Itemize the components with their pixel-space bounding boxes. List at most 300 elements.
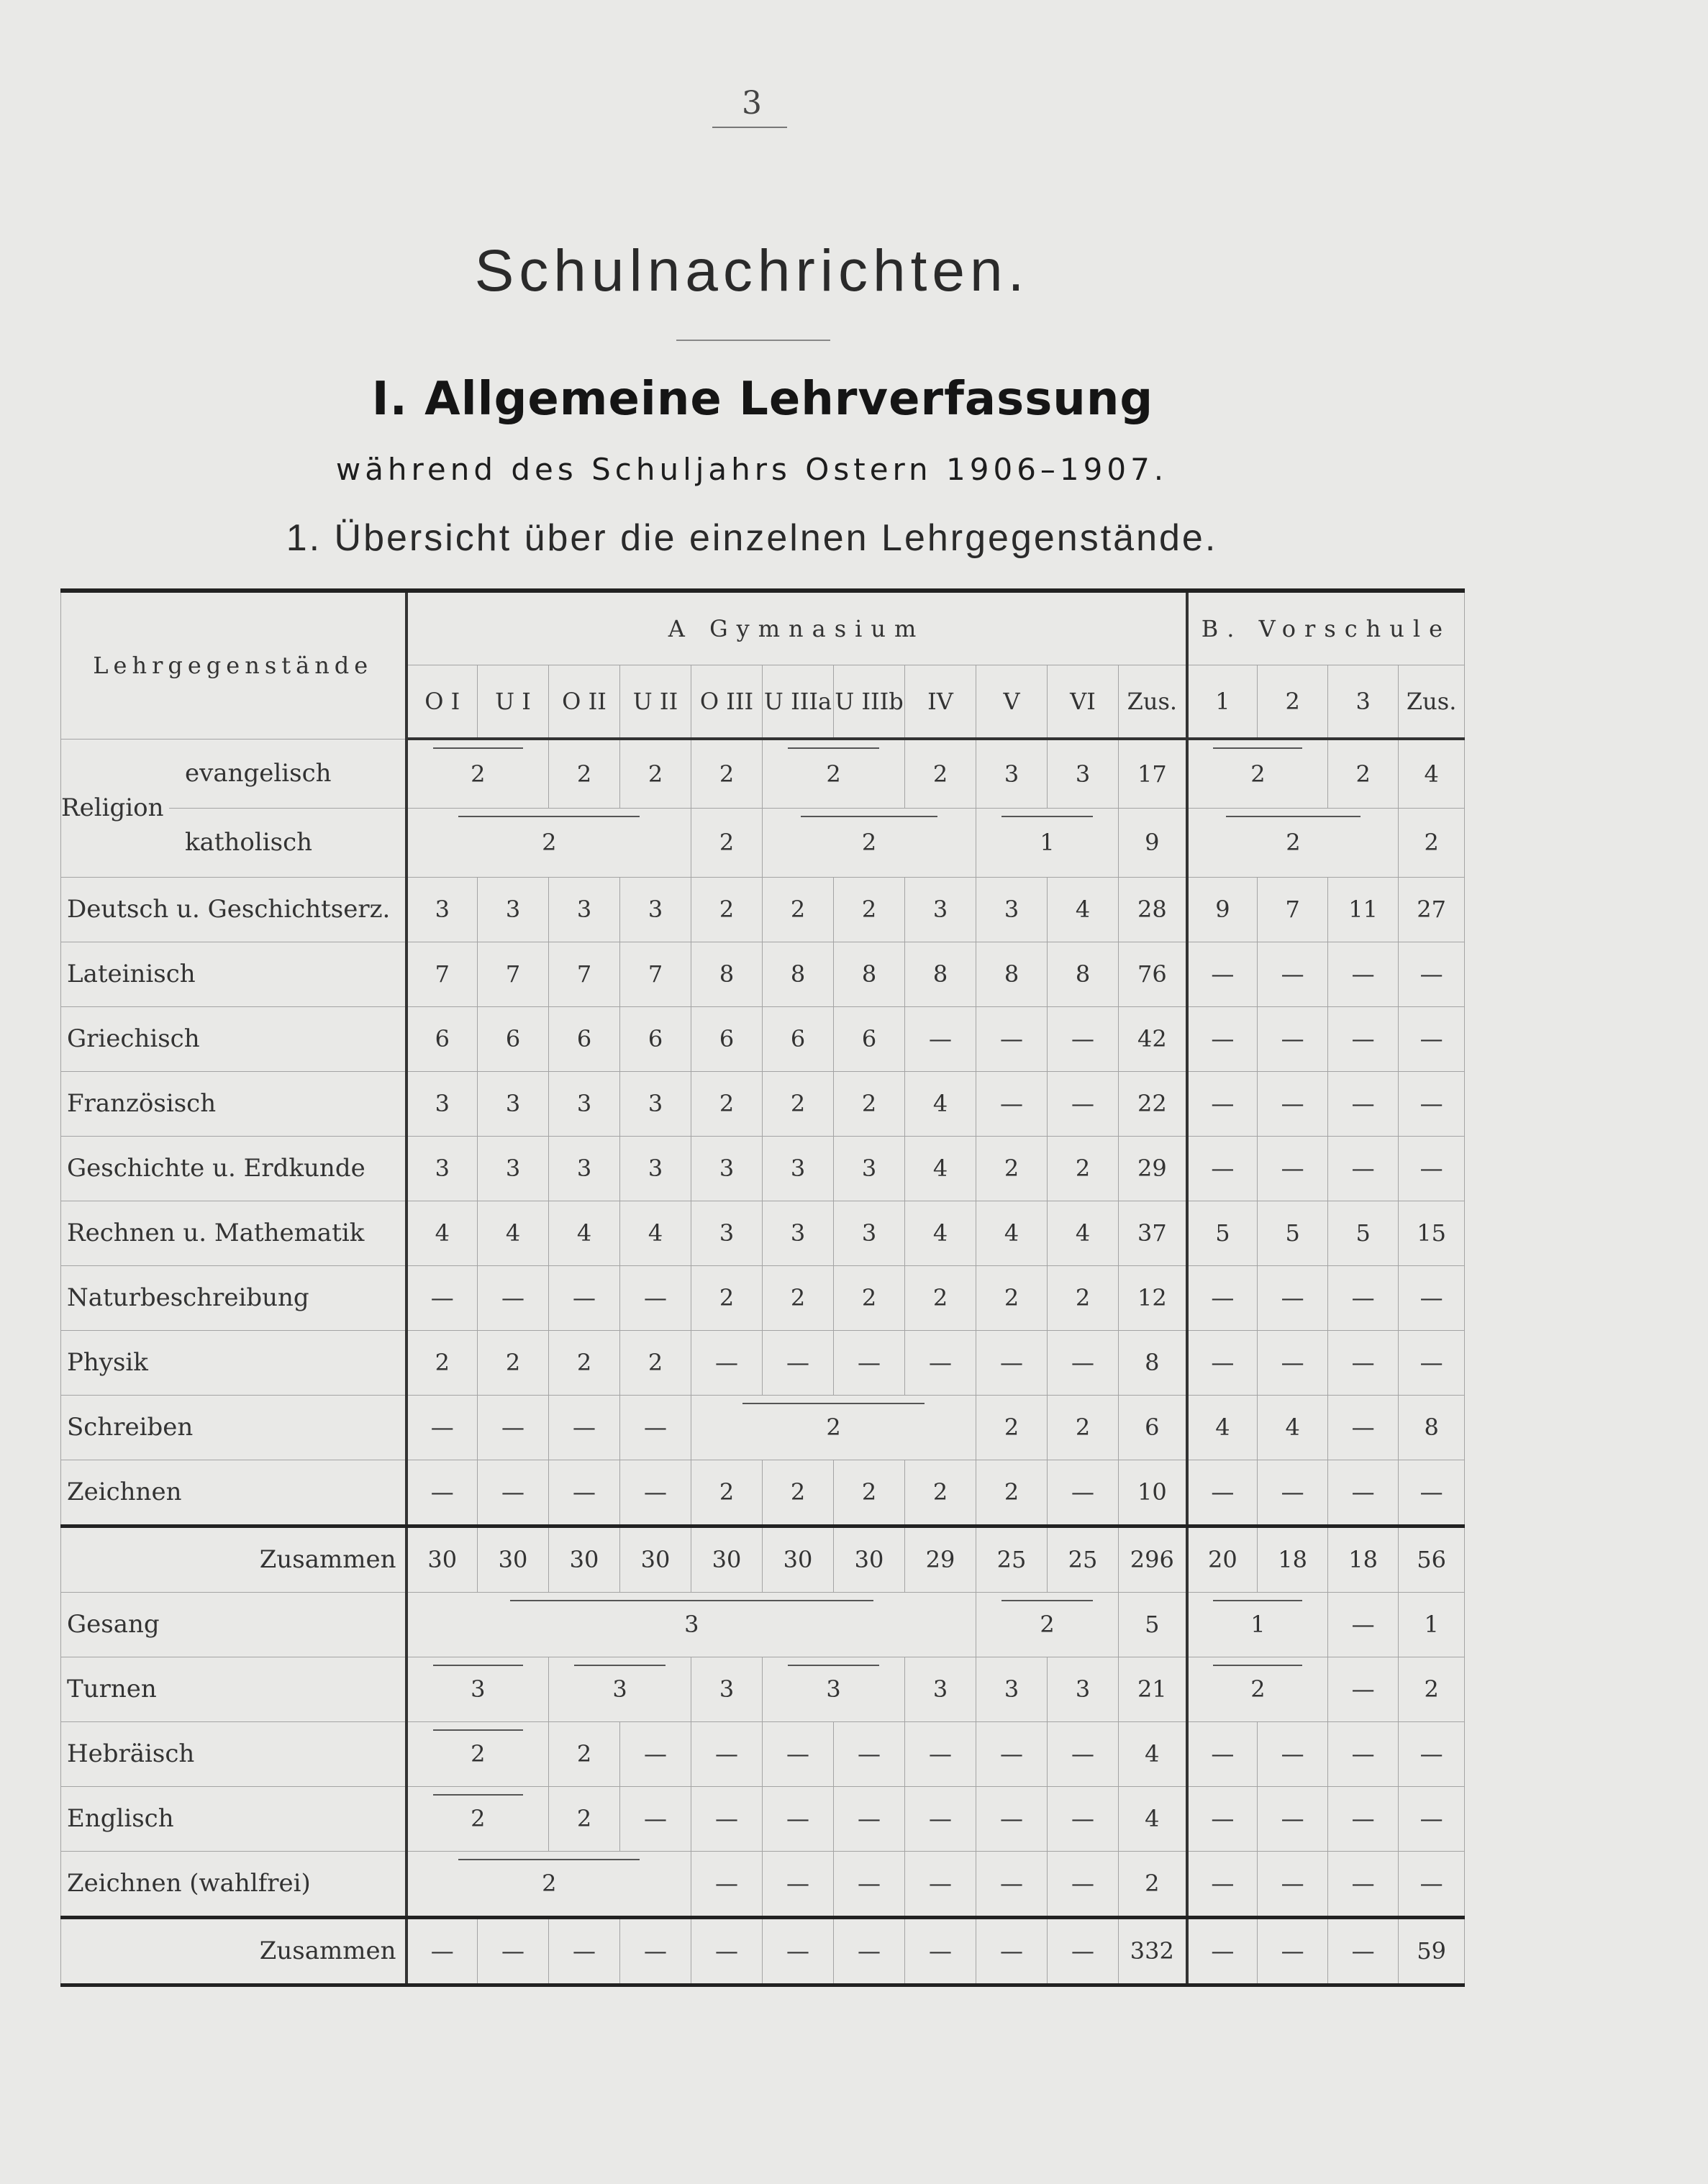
table-cell: 3: [691, 1657, 763, 1721]
class-header: O III: [691, 665, 763, 740]
table-cell: —: [763, 1721, 834, 1786]
table-row: [61, 1201, 1465, 1265]
table-cell: 2: [763, 1460, 834, 1526]
table-cell: 7: [549, 942, 620, 1006]
table-cell: 8: [1048, 942, 1119, 1006]
table-cell: 20: [1187, 1526, 1258, 1592]
table-cell: —: [763, 1851, 834, 1917]
table-cell: 4: [905, 1201, 976, 1265]
table-cell: 6: [691, 1006, 763, 1071]
table-cell: 4: [1258, 1395, 1328, 1460]
table-cell: 6: [834, 1006, 905, 1071]
table-cell: 25: [976, 1526, 1048, 1592]
table-cell: 3: [478, 877, 549, 942]
table-cell: 3: [478, 1136, 549, 1201]
table-cell: 2: [620, 739, 691, 809]
subject-cell: Hebräisch: [61, 1721, 406, 1786]
total-label: Zusammen: [61, 1917, 406, 1985]
table-cell: —: [1048, 1851, 1119, 1917]
table-cell: —: [620, 1786, 691, 1851]
table-cell: 296: [1119, 1526, 1187, 1592]
table-cell: 3: [620, 877, 691, 942]
table-cell: —: [549, 1460, 620, 1526]
table-cell: 37: [1119, 1201, 1187, 1265]
table-cell: 42: [1119, 1006, 1187, 1071]
table-cell: 9: [1119, 809, 1187, 877]
table-cell: —: [834, 1721, 905, 1786]
table-cell: 27: [1399, 877, 1465, 942]
table-cell: 2: [549, 1786, 620, 1851]
table-cell: 2: [976, 1395, 1048, 1460]
class-header: IV: [905, 665, 976, 740]
class-header: U IIIb: [834, 665, 905, 740]
table-cell: 2: [406, 809, 691, 877]
table-cell: —: [406, 1265, 478, 1330]
table-cell: 2: [763, 1071, 834, 1136]
table-cell: 4: [620, 1201, 691, 1265]
table-cell: —: [549, 1265, 620, 1330]
table-cell: 4: [1048, 1201, 1119, 1265]
table-cell: 3: [834, 1136, 905, 1201]
table-cell: —: [976, 1851, 1048, 1917]
table-cell: 6: [763, 1006, 834, 1071]
table-cell: 2: [478, 1330, 549, 1395]
table-cell: 5: [1258, 1201, 1328, 1265]
table-cell: —: [905, 1006, 976, 1071]
subject-cell: Englisch: [61, 1786, 406, 1851]
table-cell: 2: [1048, 1265, 1119, 1330]
table-cell: 3: [763, 1201, 834, 1265]
table-cell: 6: [478, 1006, 549, 1071]
table-cell: 2: [691, 1460, 763, 1526]
class-header: O I: [406, 665, 478, 740]
table-cell: —: [1187, 1265, 1258, 1330]
table-cell: —: [1328, 1592, 1399, 1657]
table-cell: 28: [1119, 877, 1187, 942]
vorschule-total-header: Zus.: [1399, 665, 1465, 740]
table-cell: —: [1048, 1460, 1119, 1526]
table-cell: —: [1187, 1851, 1258, 1917]
table-cell: —: [478, 1395, 549, 1460]
table-cell: 2: [1048, 1136, 1119, 1201]
table-cell: —: [1328, 1071, 1399, 1136]
table-cell: —: [1328, 1917, 1399, 1985]
vorschule-class-header: 1: [1187, 665, 1258, 740]
table-cell: 56: [1399, 1526, 1465, 1592]
table-cell: —: [1328, 1330, 1399, 1395]
table-cell: 3: [620, 1136, 691, 1201]
table-cell: —: [1399, 1330, 1465, 1395]
table-cell: —: [1187, 942, 1258, 1006]
table-cell: 2: [549, 1721, 620, 1786]
table-cell: —: [620, 1395, 691, 1460]
table-cell: —: [905, 1851, 976, 1917]
table-cell: —: [763, 1786, 834, 1851]
vorschule-class-header: 3: [1328, 665, 1399, 740]
table-cell: —: [478, 1265, 549, 1330]
table-cell: 5: [1328, 1201, 1399, 1265]
table-cell: 2: [1187, 1657, 1328, 1721]
table-cell: —: [406, 1917, 478, 1985]
table-cell: —: [691, 1851, 763, 1917]
table-cell: 2: [691, 809, 763, 877]
table-cell: —: [1328, 1395, 1399, 1460]
table-cell: 25: [1048, 1526, 1119, 1592]
subject-cell: Gesang: [61, 1592, 406, 1657]
table-cell: —: [1048, 1330, 1119, 1395]
table-cell: —: [1399, 942, 1465, 1006]
table-cell: —: [1399, 1265, 1465, 1330]
table-cell: 2: [763, 1265, 834, 1330]
table-row: [61, 942, 1465, 1006]
table-cell: 9: [1187, 877, 1258, 942]
table-cell: 30: [691, 1526, 763, 1592]
table-cell: 3: [1048, 739, 1119, 809]
table-row-hebraeisch: [61, 1721, 1465, 1786]
table-cell: 8: [834, 942, 905, 1006]
table-cell: 2: [834, 1460, 905, 1526]
table-cell: —: [1048, 1786, 1119, 1851]
table-cell: 8: [763, 942, 834, 1006]
table-cell: 2: [834, 1071, 905, 1136]
table-cell: 22: [1119, 1071, 1187, 1136]
table-cell: —: [1328, 1657, 1399, 1721]
class-header: U IIIa: [763, 665, 834, 740]
table-cell: 2: [1328, 739, 1399, 809]
table-cell: 2: [763, 739, 905, 809]
table-cell: —: [976, 1721, 1048, 1786]
table-cell: 30: [549, 1526, 620, 1592]
table-cell: 2: [1187, 809, 1399, 877]
page-number: 3: [742, 85, 762, 122]
table-cell: 3: [549, 1136, 620, 1201]
table-cell: 2: [406, 739, 549, 809]
table-cell: 3: [1048, 1657, 1119, 1721]
table-cell: 3: [549, 1071, 620, 1136]
table-cell: 17: [1119, 739, 1187, 809]
table-cell: 4: [1119, 1786, 1187, 1851]
table-cell: 3: [976, 877, 1048, 942]
table-cell: 2: [905, 1460, 976, 1526]
table-cell: 2: [406, 1330, 478, 1395]
table-cell: —: [834, 1330, 905, 1395]
table-cell: 4: [1048, 877, 1119, 942]
table-cell: —: [1258, 1006, 1328, 1071]
table-cell: —: [905, 1721, 976, 1786]
subject-cell: Französisch: [61, 1071, 406, 1136]
table-row: [61, 1136, 1465, 1201]
table-cell: 2: [549, 739, 620, 809]
table-cell: —: [620, 1265, 691, 1330]
table-row-turnen: [61, 1657, 1465, 1721]
subject-cell: Geschichte u. Erdkunde: [61, 1136, 406, 1201]
table-cell: 4: [905, 1136, 976, 1201]
subject-cell: Deutsch u. Geschichtserz.: [61, 877, 406, 942]
table-cell: —: [1399, 1851, 1465, 1917]
table-cell: 3: [834, 1201, 905, 1265]
table-cell: —: [478, 1460, 549, 1526]
vorschule-class-header: 2: [1258, 665, 1328, 740]
table-cell: —: [549, 1395, 620, 1460]
table-row: [61, 1071, 1465, 1136]
class-header: U II: [620, 665, 691, 740]
table-cell: 2: [691, 739, 763, 809]
table-cell: —: [1258, 942, 1328, 1006]
table-cell: 2: [976, 1592, 1119, 1657]
table-cell: —: [620, 1721, 691, 1786]
table-cell: —: [1399, 1006, 1465, 1071]
table-cell: —: [976, 1786, 1048, 1851]
religion-evangelisch-label: evangelisch: [169, 740, 405, 809]
lesson-overview-table: [60, 588, 1465, 1987]
table-cell: —: [1258, 1786, 1328, 1851]
table-cell: —: [406, 1395, 478, 1460]
table-cell: 2: [406, 1721, 549, 1786]
table-row-gesang: [61, 1592, 1465, 1657]
table-cell: 29: [1119, 1136, 1187, 1201]
table-cell: —: [549, 1917, 620, 1985]
table-cell: 12: [1119, 1265, 1187, 1330]
table-cell: 7: [478, 942, 549, 1006]
table-cell: 4: [1187, 1395, 1258, 1460]
table-cell: 15: [1399, 1201, 1465, 1265]
table-cell: —: [1258, 1330, 1328, 1395]
table-title: 1. Übersicht über die einzelnen Lehrgegenstände.: [286, 517, 1218, 559]
table-cell: 3: [691, 1201, 763, 1265]
table-cell: —: [1048, 1917, 1119, 1985]
table-cell: 2: [905, 739, 976, 809]
table-cell: —: [1258, 1917, 1328, 1985]
page-title: Schulnachrichten.: [474, 238, 1030, 304]
table-row: [61, 1330, 1465, 1395]
table-cell: 4: [478, 1201, 549, 1265]
table-row: [61, 1265, 1465, 1330]
table-cell: —: [691, 1786, 763, 1851]
table-cell: 3: [406, 877, 478, 942]
table-cell: —: [406, 1460, 478, 1526]
table-cell: —: [1328, 942, 1399, 1006]
table-cell: —: [905, 1786, 976, 1851]
religion-subject-cell: [61, 739, 406, 877]
table-cell: —: [1328, 1721, 1399, 1786]
table-cell: —: [1399, 1721, 1465, 1786]
table-cell: 3: [406, 1071, 478, 1136]
table-cell: 2: [976, 1136, 1048, 1201]
table-cell: 2: [406, 1786, 549, 1851]
table-cell: —: [620, 1460, 691, 1526]
table-cell: 2: [976, 1460, 1048, 1526]
table-cell: 1: [976, 809, 1119, 877]
table-row: [61, 1006, 1465, 1071]
table-cell: 59: [1399, 1917, 1465, 1985]
table-cell: 332: [1119, 1917, 1187, 1985]
table-cell: 30: [834, 1526, 905, 1592]
table-cell: —: [976, 1071, 1048, 1136]
table-cell: 5: [1187, 1201, 1258, 1265]
page-number-rule: [712, 127, 787, 128]
table-row-zeichnen: [61, 1460, 1465, 1526]
table-cell: —: [478, 1917, 549, 1985]
table-cell: 5: [1119, 1592, 1187, 1657]
table-cell: 2: [1187, 739, 1328, 809]
table-cell: —: [763, 1330, 834, 1395]
table-cell: —: [1187, 1330, 1258, 1395]
table-cell: —: [1328, 1136, 1399, 1201]
table-cell: 3: [620, 1071, 691, 1136]
table-cell: 4: [549, 1201, 620, 1265]
table-cell: 2: [1119, 1851, 1187, 1917]
table-row: [61, 877, 1465, 942]
table-cell: 3: [406, 1136, 478, 1201]
table-cell: —: [905, 1330, 976, 1395]
table-cell: —: [1328, 1460, 1399, 1526]
table-cell: 6: [406, 1006, 478, 1071]
table-cell: 2: [976, 1265, 1048, 1330]
table-cell: —: [834, 1851, 905, 1917]
table-cell: 1: [1187, 1592, 1328, 1657]
table-cell: 7: [1258, 877, 1328, 942]
table-cell: —: [834, 1917, 905, 1985]
table-cell: 30: [406, 1526, 478, 1592]
subject-cell: Zeichnen: [61, 1460, 406, 1526]
table-cell: 6: [1119, 1395, 1187, 1460]
table-cell: —: [1048, 1721, 1119, 1786]
subject-cell: Lateinisch: [61, 942, 406, 1006]
title-rule: [676, 340, 830, 341]
table-cell: —: [1187, 1071, 1258, 1136]
table-cell: 7: [620, 942, 691, 1006]
table-cell: 8: [976, 942, 1048, 1006]
table-cell: —: [1258, 1136, 1328, 1201]
table-cell: 3: [976, 739, 1048, 809]
table-cell: 2: [549, 1330, 620, 1395]
table-cell: 2: [691, 1071, 763, 1136]
table-cell: 3: [905, 1657, 976, 1721]
table-cell: 1: [1399, 1592, 1465, 1657]
gymnasium-total-header: Zus.: [1119, 665, 1187, 740]
table-cell: 21: [1119, 1657, 1187, 1721]
subheading: während des Schuljahrs Ostern 1906–1907.: [335, 452, 1168, 487]
table-cell: —: [976, 1330, 1048, 1395]
table-cell: 7: [406, 942, 478, 1006]
table-row-religion-ev: [61, 739, 1465, 809]
table-cell: —: [1399, 1136, 1465, 1201]
table-cell: 6: [549, 1006, 620, 1071]
table-cell: 8: [691, 942, 763, 1006]
table-cell: 6: [620, 1006, 691, 1071]
table-cell: 2: [834, 1265, 905, 1330]
table-cell: 2: [691, 1265, 763, 1330]
table-cell: 2: [406, 1851, 691, 1917]
table-cell: —: [905, 1917, 976, 1985]
table-cell: 2: [1399, 1657, 1465, 1721]
religion-label: Religion: [61, 793, 164, 822]
table-cell: —: [1187, 1006, 1258, 1071]
table-cell: —: [1187, 1917, 1258, 1985]
table-cell: 11: [1328, 877, 1399, 942]
table-cell: —: [691, 1330, 763, 1395]
table-cell: —: [834, 1786, 905, 1851]
table-cell: 3: [763, 1136, 834, 1201]
table-cell: 4: [1399, 739, 1465, 809]
table-cell: 2: [834, 877, 905, 942]
subject-cell: Physik: [61, 1330, 406, 1395]
table-cell: 8: [1119, 1330, 1187, 1395]
table-cell: —: [1048, 1006, 1119, 1071]
table-cell: —: [1258, 1460, 1328, 1526]
total-label: Zusammen: [61, 1526, 406, 1592]
table-cell: 3: [763, 1657, 905, 1721]
subject-cell: Rechnen u. Mathematik: [61, 1201, 406, 1265]
table-cell: —: [691, 1721, 763, 1786]
table-cell: 2: [620, 1330, 691, 1395]
table-cell: 3: [976, 1657, 1048, 1721]
table-cell: 3: [406, 1657, 549, 1721]
table-cell: 3: [549, 1657, 691, 1721]
vorschule-group-header: B. Vorschule: [1187, 591, 1465, 665]
subject-column-header: Lehrgegenstände: [61, 591, 406, 739]
table-cell: —: [1399, 1786, 1465, 1851]
table-cell: —: [1187, 1721, 1258, 1786]
table-cell: —: [976, 1917, 1048, 1985]
table-cell: —: [1258, 1265, 1328, 1330]
gymnasium-group-header: A Gymnasium: [406, 591, 1187, 665]
table-cell: —: [620, 1917, 691, 1985]
class-header: U I: [478, 665, 549, 740]
table-cell: 4: [406, 1201, 478, 1265]
table-cell: —: [691, 1917, 763, 1985]
table-cell: —: [1258, 1851, 1328, 1917]
table-cell: 30: [620, 1526, 691, 1592]
table-cell: 2: [1048, 1395, 1119, 1460]
table-cell: —: [1048, 1071, 1119, 1136]
section-heading: I. Allgemeine Lehrverfassung: [371, 373, 1154, 426]
table-cell: 30: [763, 1526, 834, 1592]
table-cell: —: [1399, 1460, 1465, 1526]
table-cell: —: [1328, 1006, 1399, 1071]
table-row-schreiben: [61, 1395, 1465, 1460]
table-row-zusammen: [61, 1526, 1465, 1592]
table-cell: 8: [1399, 1395, 1465, 1460]
table-cell: —: [1258, 1721, 1328, 1786]
table-row-zusammen-grand: [61, 1917, 1465, 1985]
subject-cell: Schreiben: [61, 1395, 406, 1460]
table-cell: 4: [905, 1071, 976, 1136]
table-cell: 18: [1328, 1526, 1399, 1592]
table-cell: 3: [549, 877, 620, 942]
table-cell: —: [1328, 1851, 1399, 1917]
table-cell: 18: [1258, 1526, 1328, 1592]
subject-cell: Griechisch: [61, 1006, 406, 1071]
table-cell: —: [1187, 1786, 1258, 1851]
table-cell: 2: [763, 877, 834, 942]
table-cell: 30: [478, 1526, 549, 1592]
table-cell: —: [763, 1917, 834, 1985]
table-cell: 3: [406, 1592, 976, 1657]
table-cell: 2: [905, 1265, 976, 1330]
table-cell: 2: [691, 1395, 976, 1460]
subject-cell: Naturbeschreibung: [61, 1265, 406, 1330]
class-header: V: [976, 665, 1048, 740]
table-cell: —: [1328, 1265, 1399, 1330]
table-cell: 29: [905, 1526, 976, 1592]
table-cell: 3: [691, 1136, 763, 1201]
class-header: O II: [549, 665, 620, 740]
table-cell: —: [1187, 1460, 1258, 1526]
table-cell: 3: [905, 877, 976, 942]
subject-cell: Turnen: [61, 1657, 406, 1721]
table-cell: 3: [478, 1071, 549, 1136]
